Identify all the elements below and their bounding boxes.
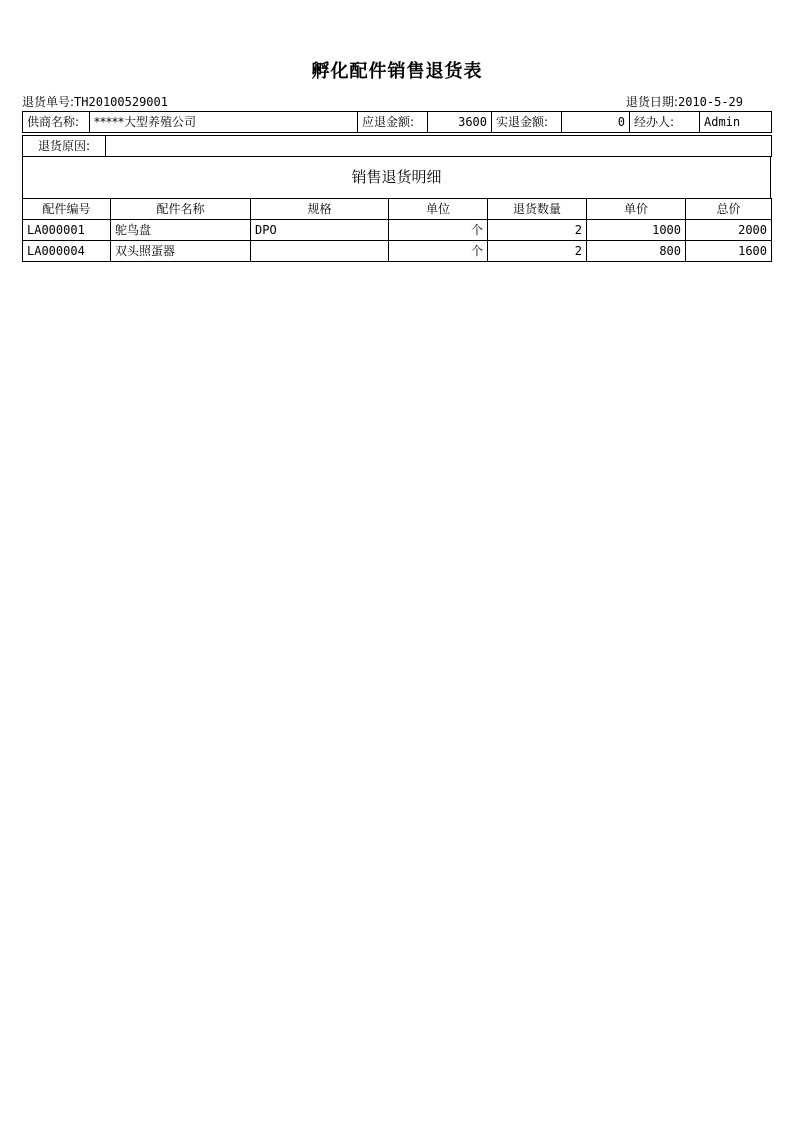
detail-section-title: 销售退货明细 bbox=[22, 157, 771, 199]
column-header: 配件编号 bbox=[23, 199, 111, 220]
part-spec: DPO bbox=[251, 220, 389, 241]
part-unit: 个 bbox=[389, 220, 488, 241]
return-number bbox=[22, 93, 168, 110]
part-unit: 个 bbox=[389, 241, 488, 262]
due-amount-value: 3600 bbox=[428, 112, 492, 133]
column-header: 单位 bbox=[389, 199, 488, 220]
items-table bbox=[22, 198, 772, 262]
return-date bbox=[626, 93, 743, 110]
info-row bbox=[23, 112, 772, 133]
actual-amount-value: 0 bbox=[562, 112, 630, 133]
column-header: 总价 bbox=[686, 199, 772, 220]
column-header: 退货数量 bbox=[488, 199, 587, 220]
return-number-value: TH20100529001 bbox=[74, 95, 168, 109]
part-spec bbox=[251, 241, 389, 262]
column-header: 配件名称 bbox=[111, 199, 251, 220]
handler-value: Admin bbox=[700, 112, 772, 133]
return-date-value: 2010-5-29 bbox=[677, 95, 743, 109]
table-row bbox=[23, 241, 772, 262]
column-header: 规格 bbox=[251, 199, 389, 220]
column-header: 单价 bbox=[587, 199, 686, 220]
supplier-label: 供商名称: bbox=[23, 112, 90, 133]
unit-price: 800 bbox=[587, 241, 686, 262]
reason-table bbox=[22, 135, 772, 157]
return-qty: 2 bbox=[488, 241, 587, 262]
reason-value bbox=[106, 136, 772, 157]
handler-label: 经办人: bbox=[630, 112, 700, 133]
supplier-value: *****大型养殖公司 bbox=[90, 112, 358, 133]
part-name: 双头照蛋器 bbox=[111, 241, 251, 262]
part-code: LA000004 bbox=[23, 241, 111, 262]
total-price: 2000 bbox=[686, 220, 772, 241]
table-row bbox=[23, 220, 772, 241]
part-name: 鸵鸟盘 bbox=[111, 220, 251, 241]
part-code: LA000001 bbox=[23, 220, 111, 241]
due-amount-label: 应退金额: bbox=[358, 112, 428, 133]
actual-amount-label: 实退金额: bbox=[492, 112, 562, 133]
reason-label: 退货原因: bbox=[23, 136, 106, 157]
info-table bbox=[22, 111, 772, 133]
page-title: 孵化配件销售退货表 bbox=[311, 61, 483, 82]
total-price: 1600 bbox=[686, 241, 772, 262]
return-date-label: 退货日期: bbox=[625, 95, 678, 109]
unit-price: 1000 bbox=[587, 220, 686, 241]
reason-row bbox=[23, 136, 772, 157]
return-qty: 2 bbox=[488, 220, 587, 241]
items-header-row bbox=[23, 199, 772, 220]
return-number-label: 退货单号: bbox=[22, 95, 75, 109]
